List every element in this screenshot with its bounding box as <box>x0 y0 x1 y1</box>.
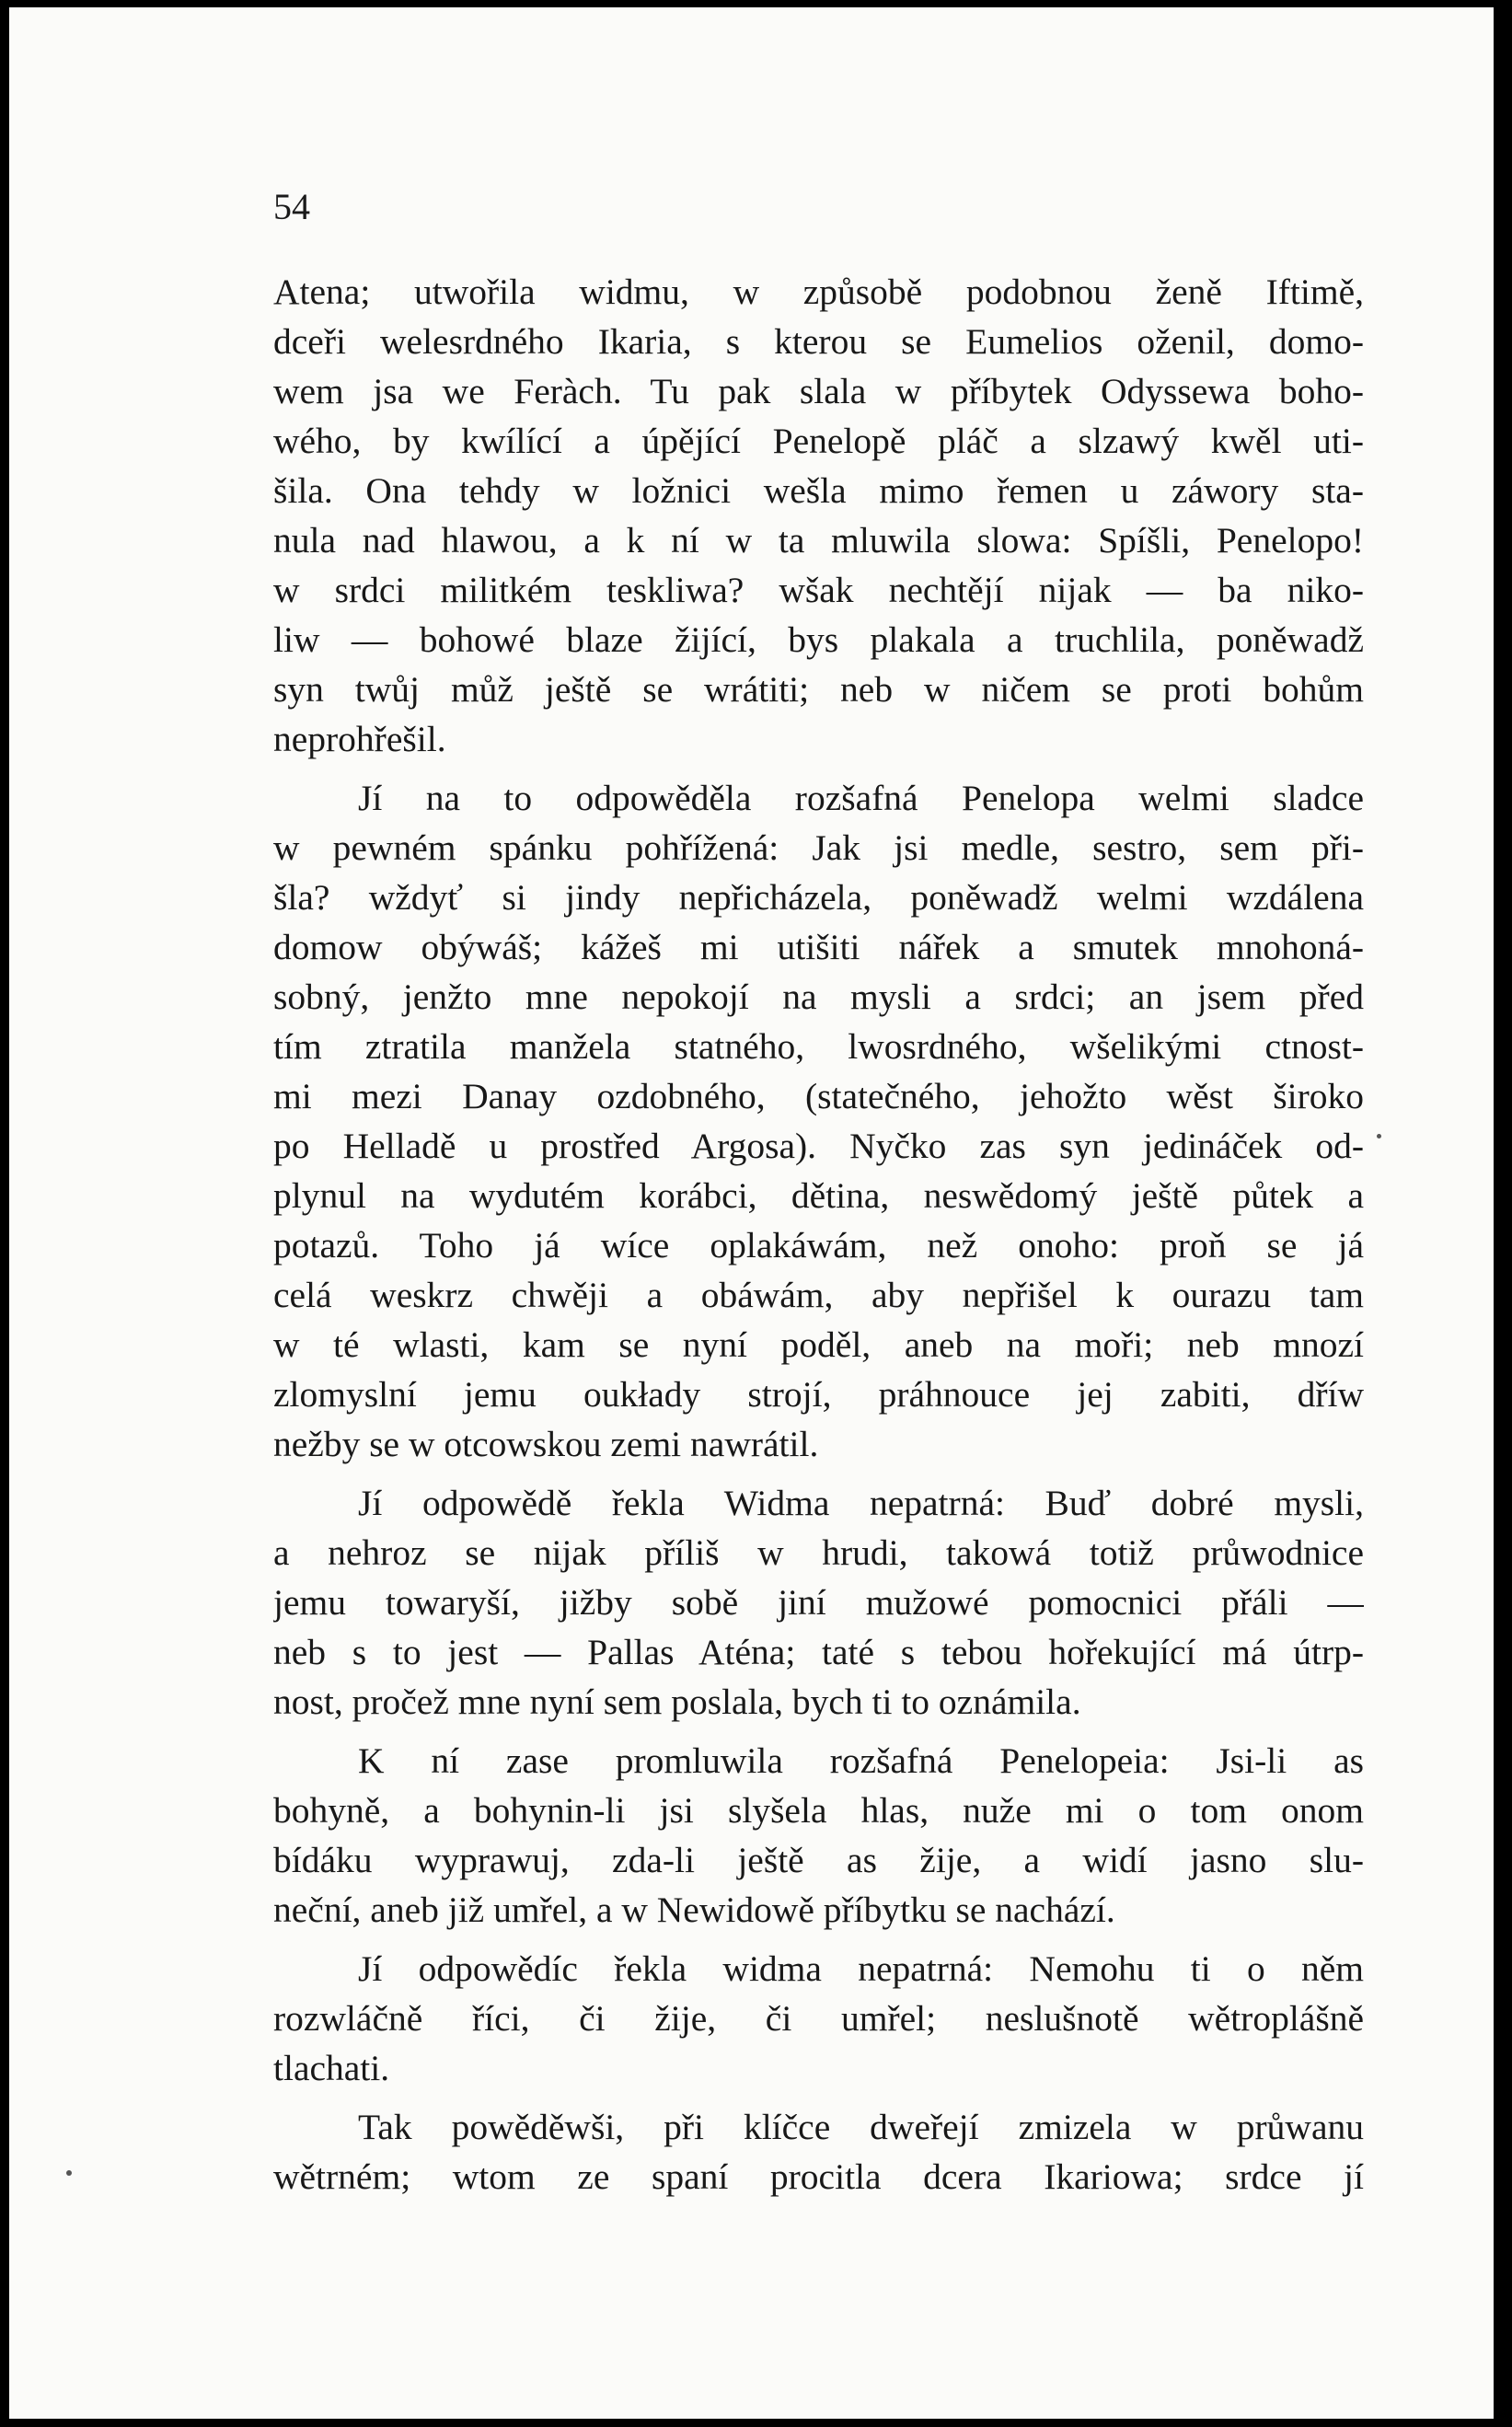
text-line: domow obýwáš; kážeš mi utišiti nářek a smutek mnohoná- <box>273 927 1364 967</box>
text-line: w té wlasti, kam se nyní poděl, aneb na moři; neb mnozí <box>273 1324 1364 1365</box>
paper-speck <box>66 2170 72 2176</box>
text-line: wětrném; wtom ze spaní procitla dcera Ikariowa; srdce jí <box>273 2156 1364 2197</box>
body-text <box>273 267 1364 2211</box>
paragraph-6 <box>273 2102 1364 2202</box>
text-line: neprohřešil. <box>273 719 446 759</box>
text-line: tlachati. <box>273 2048 390 2088</box>
text-line: bídáku wyprawuj, zda-li ještě as žije, a widí jasno slu- <box>273 1840 1364 1880</box>
text-line: plynul na wydutém korábci, dětina, neswědomý ještě půtek a <box>273 1175 1364 1216</box>
text-line: neční, aneb již umřel, a w Newidowě příbytku se nachází. <box>273 1890 1115 1930</box>
text-line: dceři welesrdného Ikaria, s kterou se Eumelios oženil, domo- <box>273 321 1364 362</box>
text-line: šla? wždyť si jindy nepřicházela, poněwadž welmi wzdálena <box>273 877 1364 918</box>
text-line: K ní zase promluwila rozšafná Penelopeia: Jsi-li as <box>358 1740 1364 1781</box>
text-line: syn twůj můž ještě se wrátiti; neb w ničem se proti bohům <box>273 669 1364 710</box>
text-line: Jí odpowědě řekla Widma nepatrná: Buď dobré mysli, <box>358 1483 1364 1523</box>
book-page <box>9 7 1494 2419</box>
text-line: jemu towaryší, jižby sobě jiní mužowé pomocnici přáli — <box>273 1582 1364 1623</box>
paragraph-2 <box>273 773 1364 1469</box>
text-line: Atena; utwořila widmu, w způsobě podobnou ženě Iftimě, <box>273 272 1364 312</box>
text-line: rozwláčně říci, či žije, či umřel; neslušnotě wětroplášně <box>273 1998 1364 2039</box>
text-line: po Helladě u prostřed Argosa). Nyčko zas syn jedináček od- <box>273 1126 1364 1166</box>
text-line: potazů. Toho já wíce oplakáwám, než onoho: proň se já <box>273 1225 1364 1266</box>
text-line: w srdci militkém teskliwa? wšak nechtějí nijak — ba niko- <box>273 570 1364 610</box>
text-line: tím ztratila manžela statného, lwosrdného, wšelikými ctnost- <box>273 1026 1364 1067</box>
paragraph-4 <box>273 1736 1364 1935</box>
text-line: bohyně, a bohynin-li jsi slyšela hlas, nuže mi o tom onom <box>273 1790 1364 1831</box>
text-line: sobný, jenžto mne nepokojí na mysli a srdci; an jsem před <box>273 977 1364 1017</box>
text-line: w pewném spánku pohřížená: Jak jsi medle, sestro, sem při- <box>273 827 1364 868</box>
paper-speck <box>1377 1134 1381 1138</box>
text-line: nula nad hlawou, a k ní w ta mluwila slowa: Spíšli, Penelopo! <box>273 520 1364 561</box>
text-line: Tak powěděwši, při klíčce dweřejí zmizela w průwanu <box>358 2107 1364 2147</box>
text-line: wého, by kwílící a úpějící Penelopě pláč a slzawý kwěl uti- <box>273 421 1364 461</box>
text-line: nost, pročež mne nyní sem poslala, bych ti to oznámila. <box>273 1682 1081 1722</box>
text-line: liw — bohowé blaze žijící, bys plakala a truchlila, poněwadž <box>273 619 1364 660</box>
paragraph-1 <box>273 267 1364 764</box>
paragraph-5 <box>273 1944 1364 2093</box>
text-line: wem jsa we Feràch. Tu pak slala w příbytek Odyssewa boho- <box>273 371 1364 411</box>
text-line: šila. Ona tehdy w ložnici wešla mimo řemen u záwory sta- <box>273 470 1364 511</box>
text-line: Jí na to odpowěděla rozšafná Penelopa welmi sladce <box>358 778 1364 818</box>
text-line: nežby se w otcowskou zemi nawrátil. <box>273 1424 819 1464</box>
paragraph-3 <box>273 1478 1364 1727</box>
text-line: celá weskrz chwěji a obáwám, aby nepřišel k ourazu tam <box>273 1275 1364 1315</box>
text-line: mi mezi Danay ozdobného, (statečného, jehožto wěst široko <box>273 1076 1364 1116</box>
text-line: a nehroz se nijak příliš w hrudi, takowá totiž průwodnice <box>273 1532 1364 1573</box>
text-line: zlomyslní jemu oukłady strojí, práhnouce jej zabiti, dříw <box>273 1374 1364 1415</box>
text-line: Jí odpowědíc řekla widma nepatrná: Nemohu ti o něm <box>358 1948 1364 1989</box>
text-line: neb s to jest — Pallas Aténa; taté s tebou hořekující má útrp- <box>273 1632 1364 1672</box>
page-number: 54 <box>273 186 310 227</box>
